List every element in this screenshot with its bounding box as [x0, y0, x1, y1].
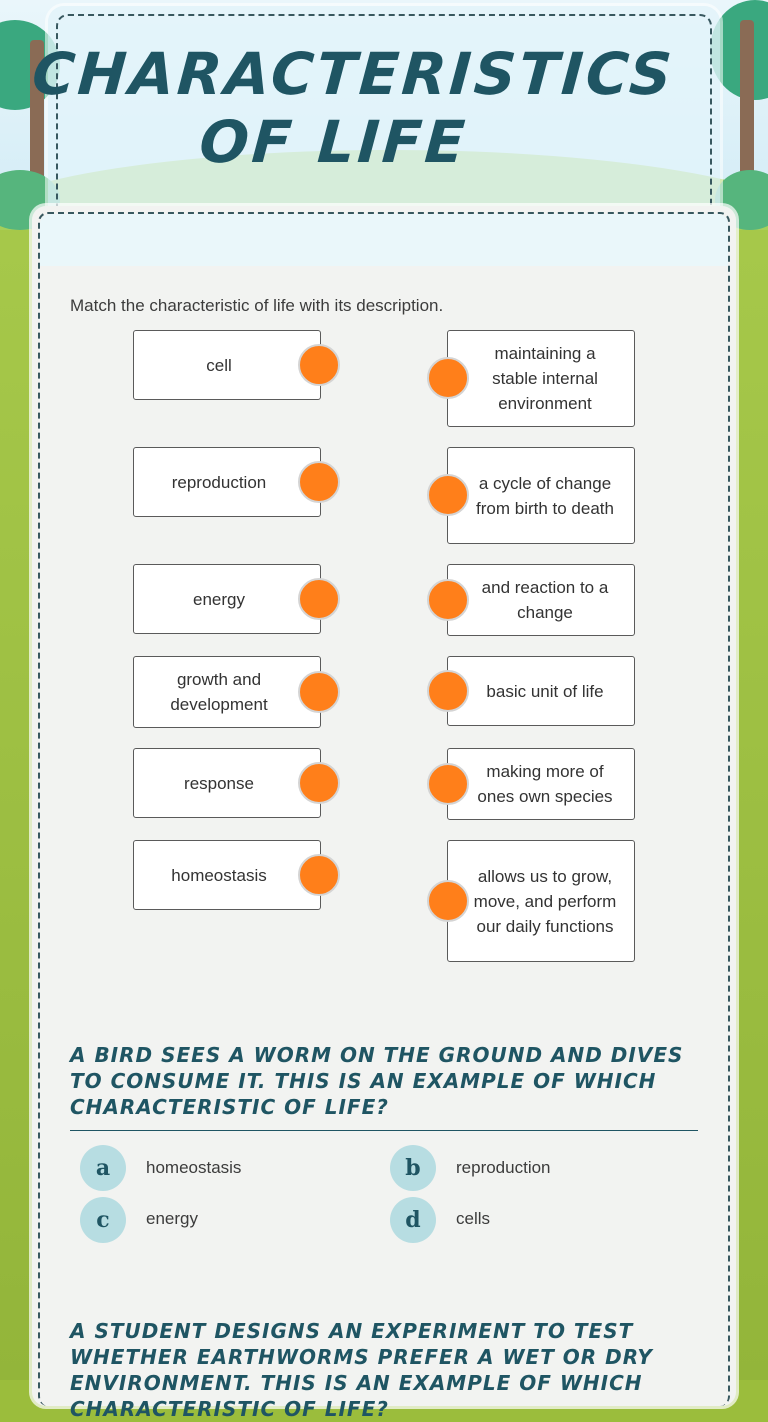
match-right-connector[interactable]	[427, 579, 469, 621]
match-left-item[interactable]: homeostasis	[133, 840, 321, 910]
matching-instruction: Match the characteristic of life with its description.	[70, 296, 444, 315]
match-right-item[interactable]: allows us to grow, move, and perform our daily functions	[447, 840, 635, 962]
match-right-connector[interactable]	[427, 357, 469, 399]
match-right-connector[interactable]	[427, 763, 469, 805]
match-left-connector[interactable]	[298, 578, 340, 620]
match-left-item[interactable]: energy	[133, 564, 321, 634]
question-text: A BIRD SEES A WORM ON THE GROUND AND DIVES TO CONSUME IT. THIS IS AN EXAMPLE OF WHICH CHARACTERISTIC OF LIFE?	[70, 1043, 684, 1119]
match-left-connector[interactable]	[298, 854, 340, 896]
option-text[interactable]: reproduction	[456, 1158, 551, 1177]
option-letter-badge[interactable]: c	[80, 1197, 126, 1243]
match-left-connector[interactable]	[298, 762, 340, 804]
question-text: A STUDENT DESIGNS AN EXPERIMENT TO TEST WHETHER EARTHWORMS PREFER A WET OR DRY ENVIRONMENT. THIS IS AN EXAMPLE OF WHICH CHARACTERISTIC OF LIFE?	[70, 1319, 653, 1421]
match-right-item[interactable]: maintaining a stable internal environment	[447, 330, 635, 427]
match-left-item[interactable]: reproduction	[133, 447, 321, 517]
match-right-item[interactable]: and reaction to a change	[447, 564, 635, 636]
match-left-connector[interactable]	[298, 344, 340, 386]
match-left-item[interactable]: response	[133, 748, 321, 818]
match-left-item[interactable]: growth and development	[133, 656, 321, 728]
option-text[interactable]: homeostasis	[146, 1158, 242, 1177]
match-left-item[interactable]: cell	[133, 330, 321, 400]
option-text[interactable]: energy	[146, 1209, 198, 1228]
match-left-connector[interactable]	[298, 671, 340, 713]
match-right-item[interactable]: a cycle of change from birth to death	[447, 447, 635, 544]
option-letter-badge[interactable]: a	[80, 1145, 126, 1191]
page-title: CHARACTERISTICS OF LIFE	[30, 40, 677, 176]
question-divider	[70, 1130, 698, 1131]
match-right-connector[interactable]	[427, 670, 469, 712]
match-right-connector[interactable]	[427, 474, 469, 516]
match-left-connector[interactable]	[298, 461, 340, 503]
option-letter-badge[interactable]: b	[390, 1145, 436, 1191]
option-letter-badge[interactable]: d	[390, 1197, 436, 1243]
option-text[interactable]: cells	[456, 1209, 491, 1228]
match-right-connector[interactable]	[427, 880, 469, 922]
match-right-item[interactable]: making more of ones own species	[447, 748, 635, 820]
match-right-item[interactable]: basic unit of life	[447, 656, 635, 726]
